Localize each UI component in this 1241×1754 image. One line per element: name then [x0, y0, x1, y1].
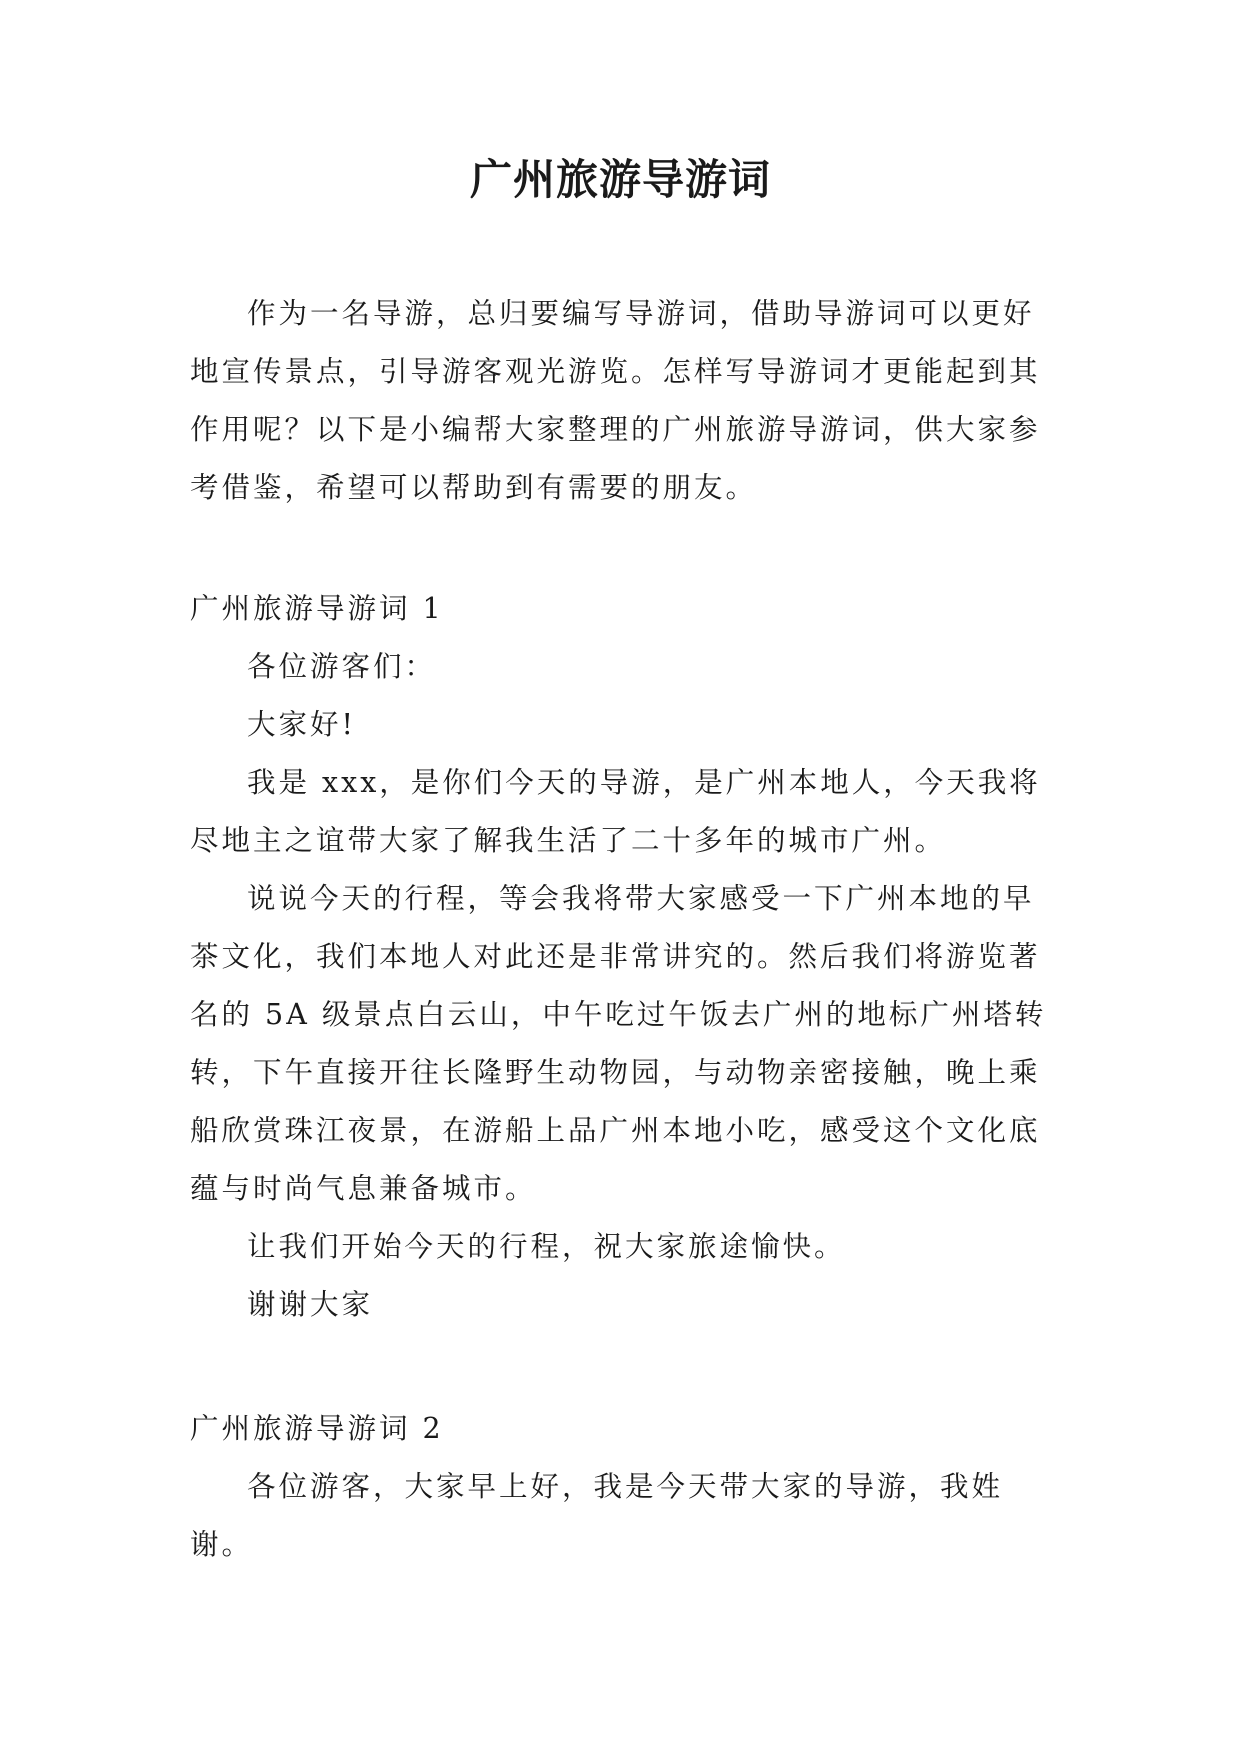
section-1-paragraph: 让我们开始今天的行程，祝大家旅途愉快。: [247, 1230, 846, 1263]
section-1-paragraph: 谢谢大家: [247, 1288, 374, 1321]
section-1: [190, 580, 1050, 1334]
section-1-paragraph: 大家好!: [247, 708, 356, 741]
document-title: 广州旅游导游词: [469, 155, 771, 204]
section-2: [190, 1400, 1050, 1574]
section-1-paragraph: 各位游客们：: [247, 650, 437, 683]
section-1-paragraph: 我是 xxx，是你们今天的导游，是广州本地人，今天我将尽地主之谊带大家了解我生活了二十多年的城市广州。: [190, 766, 1041, 857]
section-1-paragraph: 说说今天的行程，等会我将带大家感受一下广州本地的早茶文化，我们本地人对此还是非常讲究的。然后我们将游览著名的 5A 级景点白云山，中午吃过午饭去广州的地标广州塔转转，下午直接开往长隆野生动物园，与动物亲密接触，晚上乘船欣赏珠江夜景，在游船上品广州本地小吃，感受这个文化底蕴与时尚气息兼备城市。: [190, 882, 1047, 1205]
section-2-heading: 广州旅游导游词 2: [190, 1412, 444, 1445]
section-2-paragraph: 各位游客，大家早上好，我是今天带大家的导游，我姓谢。: [190, 1470, 1004, 1561]
intro-paragraph: 作为一名导游，总归要编写导游词，借助导游词可以更好地宣传景点，引导游客观光游览。怎样写导游词才更能起到其作用呢？以下是小编帮大家整理的广州旅游导游词，供大家参考借鉴，希望可以帮助到有需要的朋友。: [190, 297, 1041, 504]
section-1-heading: 广州旅游导游词 1: [190, 592, 444, 625]
